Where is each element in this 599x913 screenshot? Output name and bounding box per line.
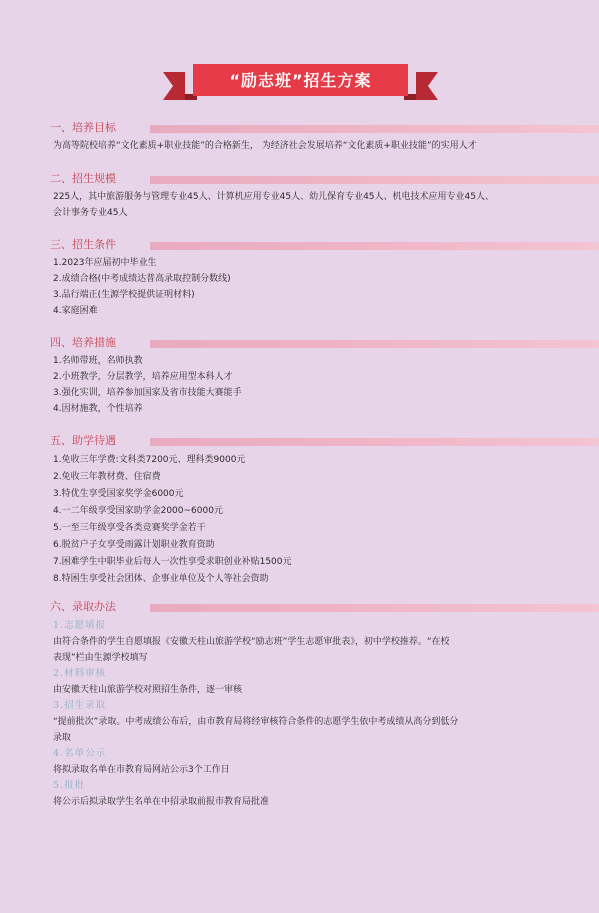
section-enrollment-scale: [0, 172, 599, 218]
step-text-line: 由安徽天柱山旅游学校对照招生条件，逐一审核: [53, 685, 243, 695]
list-item: 8.特困生享受社会团体、企事业单位及个人等社会资助: [53, 574, 269, 584]
list-item: 1.名师带班，名师执教: [53, 356, 143, 366]
step-text-line: 由符合条件的学生自愿填报《安徽天柱山旅游学校“励志班”学生志愿审批表》，初中学校推荐。“在校: [53, 637, 450, 647]
section-admission-conditions: [0, 238, 599, 316]
step-label: 1.志愿填报: [53, 620, 107, 631]
step-text-line: 将公示后拟录取学生名单在中招录取前报市教育局批准: [53, 797, 270, 807]
section-heading: 四、培养措施: [50, 336, 116, 349]
section-text-line: 225人，其中旅游服务与管理专业45人、计算机应用专业45人、幼儿保育专业45人、机电技术应用专业45人、: [53, 192, 494, 202]
list-item: 6.脱贫户子女享受雨露计划职业教育资助: [53, 540, 215, 550]
section-text-line: 会计事务专业45人: [53, 208, 128, 218]
list-item: 2.免收三年教材费、住宿费: [53, 472, 161, 482]
section-heading: 一、培养目标: [50, 121, 116, 134]
list-item: 2.成绩合格(中考成绩达普高录取控制分数线): [53, 274, 231, 284]
section-header: [0, 336, 599, 354]
page-title: “励志班”招生方案: [229, 71, 372, 90]
section-heading: 五、助学待遇: [50, 434, 116, 447]
section-header: [0, 238, 599, 256]
section-header: [0, 600, 599, 618]
step-label: 4.名单公示: [53, 748, 107, 759]
step-text-line: “提前批次”录取。中考成绩公布后，由市教育局将经审核符合条件的志愿学生依中考成绩从高分到低分: [53, 717, 459, 727]
list-item: 4.因材施教，个性培养: [53, 404, 143, 414]
section-heading: 二、招生规模: [50, 172, 116, 185]
section-header: [0, 172, 599, 190]
step-label: 3.招生录取: [53, 700, 107, 711]
section-admission-method: [0, 600, 599, 807]
list-item: 3.品行端正(生源学校提供证明材料): [53, 290, 195, 300]
list-item: 4.一二年级享受国家助学金2000~6000元: [53, 506, 223, 516]
section-divider-bar: [150, 604, 599, 612]
section-divider-bar: [150, 176, 599, 184]
step-label: 2.材料审核: [53, 668, 107, 679]
section-divider-bar: [150, 438, 599, 446]
list-item: 1.免收三年学费:文科类7200元、理科类9000元: [53, 455, 246, 465]
section-divider-bar: [150, 242, 599, 250]
section-training-goal: [0, 121, 599, 151]
section-heading: 六、录取办法: [50, 600, 116, 613]
list-item: 5.一至三年级享受各类竞赛奖学金若干: [53, 523, 206, 533]
section-financial-aid: [0, 434, 599, 584]
step-text-line: 录取: [53, 733, 72, 743]
list-item: 4.家庭困难: [53, 306, 98, 316]
section-heading: 三、招生条件: [50, 238, 116, 251]
list-item: 2.小班教学，分层教学，培养应用型本科人才: [53, 372, 233, 382]
title-banner: [163, 60, 438, 104]
section-header: [0, 121, 599, 139]
list-item: 1.2023年应届初中毕业生: [53, 258, 157, 268]
list-item: 3.特优生享受国家奖学金6000元: [53, 489, 184, 499]
step-label: 5.报批: [53, 780, 86, 791]
section-text-line: 为高等院校培养“文化素质+职业技能”的合格新生， 为经济社会发展培养“文化素质+职业技能”的实用人才: [53, 141, 477, 151]
step-text-line: 表现”栏由生源学校填写: [53, 653, 148, 663]
list-item: 7.困难学生中职毕业后每人一次性享受求职创业补贴1500元: [53, 557, 292, 567]
section-divider-bar: [150, 340, 599, 348]
section-header: [0, 434, 599, 452]
section-divider-bar: [150, 125, 599, 133]
section-training-measures: [0, 336, 599, 414]
step-text-line: 将拟录取名单在市教育局网站公示3个工作日: [53, 765, 230, 775]
list-item: 3.强化实训，培养参加国家及省市技能大赛能手: [53, 388, 242, 398]
